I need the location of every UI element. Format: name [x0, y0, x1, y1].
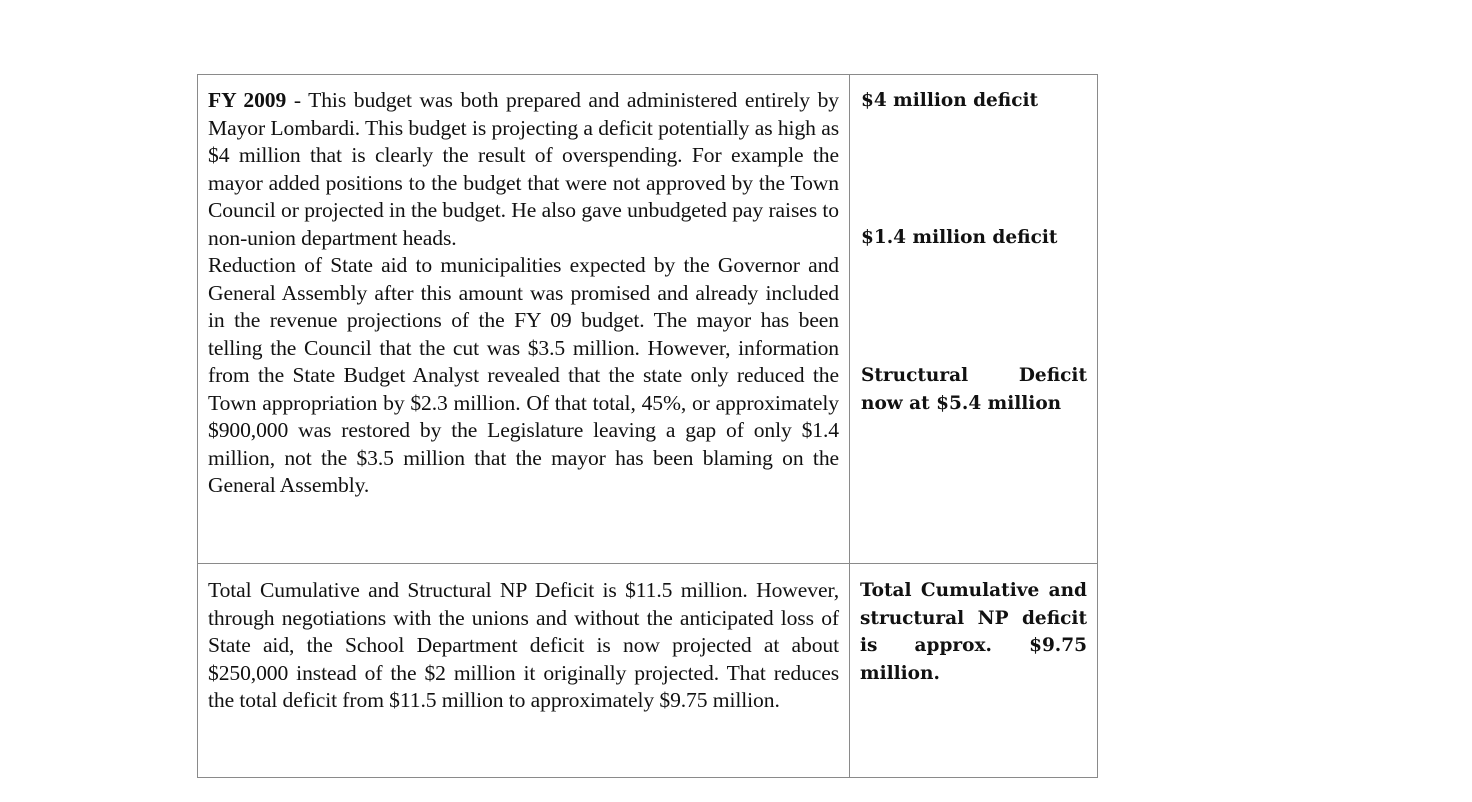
fy2009-overspending-paragraph: [208, 87, 839, 252]
summary-4-million-deficit: $4 million deficit: [861, 90, 1039, 111]
summary-1-4-million-deficit: $1.4 million deficit: [861, 227, 1058, 248]
fy2009-description-cell: [198, 75, 850, 564]
summary-structural-deficit: Structural Deficit now at $5.4 million: [861, 365, 1087, 414]
table-row-fy2009: [198, 75, 1098, 564]
cumulative-summary-cell: [850, 564, 1098, 778]
cumulative-deficit-paragraph: Total Cumulative and Structural NP Deficit is $11.5 million. However, through negotiations with the unions and without the anticipated loss of State aid, the School Department deficit is now projected at about $250,000 instead of the $2 million it originally projected. That reduces the total deficit from $11.5 million to approximately $9.75 million.: [208, 578, 839, 712]
fy2009-overspending-text: - This budget was both prepared and administered entirely by Mayor Lombardi. This budget is projecting a deficit potentially as high as $4 million that is clearly the result of overspending. For example the mayor added positions to the budget that were not approved by the Town Council or projected in the budget. He also gave unbudgeted pay raises to non-union department heads.: [208, 88, 839, 250]
fy2009-summary-cell: [850, 75, 1098, 564]
fy2009-label: FY 2009: [208, 88, 287, 112]
table-row-cumulative: [198, 564, 1098, 778]
state-aid-reduction-paragraph: Reduction of State aid to municipalities expected by the Governor and General Assembly after this amount was promised and already included in the revenue projections of the FY 09 budget. The mayor has been telling the Council that the cut was $3.5 million. However, information from the State Budget Analyst revealed that the state only reduced the Town appropriation by $2.3 million. Of that total, 45%, or approximately $900,000 was restored by the Legislature leaving a gap of only $1.4 million, not the $3.5 million that the mayor has been blaming on the General Assembly.: [208, 253, 839, 497]
budget-deficit-table: [197, 74, 1098, 778]
cumulative-description-cell: [198, 564, 850, 778]
summary-total-cumulative-deficit: Total Cumulative and structural NP deficit is approx. $9.75 million.: [860, 580, 1087, 684]
